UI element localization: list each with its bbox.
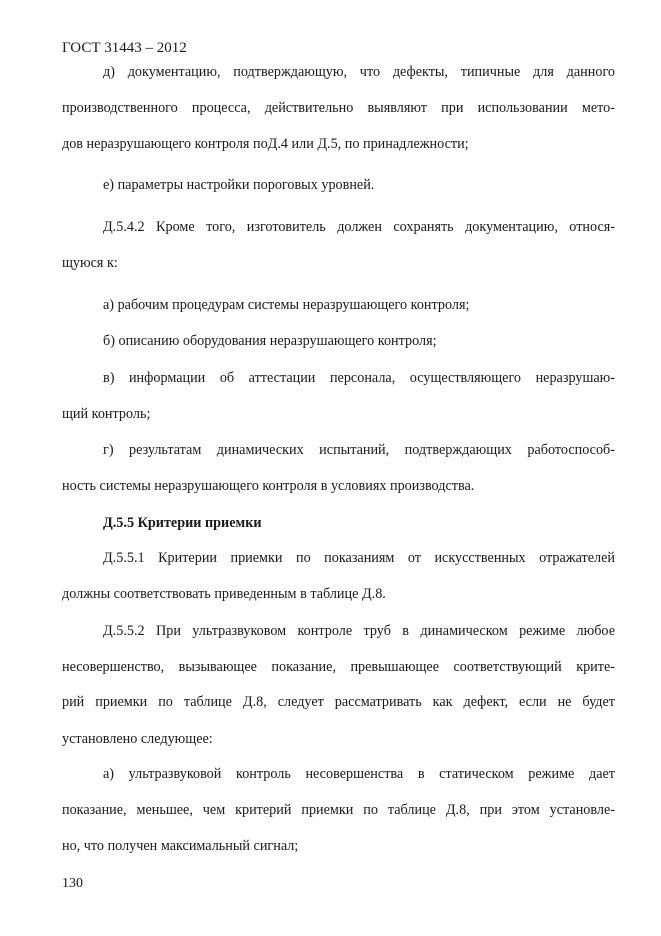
- text-line: е) параметры настройки пороговых уровней.: [103, 177, 375, 193]
- text-line: а) рабочим процедурам системы неразрушающего контроля;: [103, 297, 470, 313]
- text-line: Д.5.5.1 Критерии приемки по показаниям от искусственных отражателей: [103, 550, 615, 566]
- text-line: показание, меньшее, чем критерий приемки по таблице Д.8, при этом установле-: [62, 802, 615, 818]
- text-line: должны соответствовать приведенным в таблице Д.8.: [62, 586, 386, 602]
- text-line: несовершенство, вызывающее показание, превышающее соответствующий крите-: [62, 659, 615, 675]
- text-line: а) ультразвуковой контроль несовершенства в статическом режиме дает: [103, 766, 615, 782]
- text-line: но, что получен максимальный сигнал;: [62, 838, 299, 854]
- text-line: г) результатам динамических испытаний, подтверждающих работоспособ-: [103, 442, 615, 458]
- text-line: Д.5.5.2 При ультразвуковом контроле труб в динамическом режиме любое: [103, 623, 615, 639]
- text-line: рий приемки по таблице Д.8, следует рассматривать как дефект, если не будет: [62, 694, 615, 710]
- text-line: ность системы неразрушающего контроля в условиях производства.: [62, 478, 475, 494]
- document-header: ГОСТ 31443 – 2012: [62, 40, 187, 56]
- text-line: д) документацию, подтверждающую, что дефекты, типичные для данного: [103, 64, 615, 80]
- text-line: производственного процесса, действительно выявляют при использовании мето-: [62, 100, 615, 116]
- text-line: щий контроль;: [62, 406, 151, 422]
- page-number: 130: [62, 876, 83, 891]
- text-line: Д.5.4.2 Кроме того, изготовитель должен сохранять документацию, относя-: [103, 219, 615, 235]
- text-line: б) описанию оборудования неразрушающего контроля;: [103, 333, 437, 349]
- text-line: щуюся к:: [62, 255, 118, 271]
- text-line: в) информации об аттестации персонала, осуществляющего неразрушаю-: [103, 370, 615, 386]
- text-line: установлено следующее:: [62, 731, 213, 747]
- text-line: Д.5.5 Критерии приемки: [103, 515, 262, 531]
- text-line: дов неразрушающего контроля поД.4 или Д.5, по принадлежности;: [62, 136, 469, 152]
